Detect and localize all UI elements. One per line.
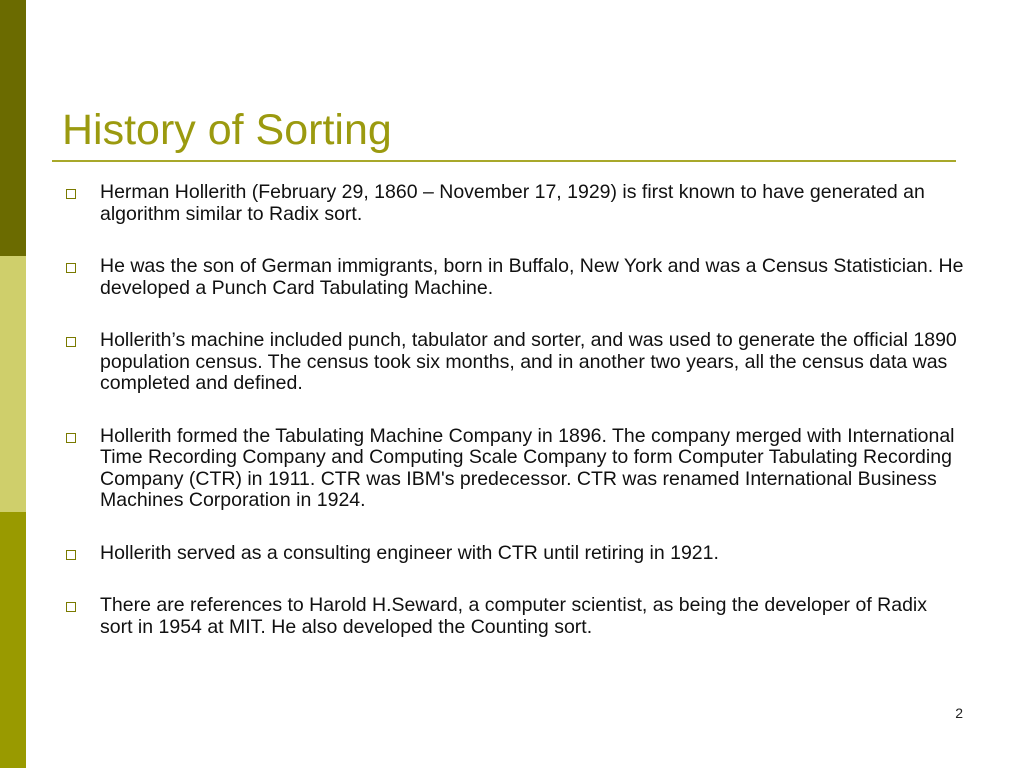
side-bar-bottom-segment bbox=[0, 512, 26, 768]
page-number: 2 bbox=[955, 705, 963, 721]
bullet-text: There are references to Harold H.Seward, a computer scientist, as being the developer of Radix sort in 1954 at MIT. He also developed the Counting sort. bbox=[100, 594, 928, 638]
bullet-text: Hollerith’s machine included punch, tabulator and sorter, and was used to generate the official 1890 population census. The census took six months, and in another two years, all the census data was completed and defined. bbox=[100, 329, 957, 394]
side-bar-top-segment bbox=[0, 0, 26, 256]
square-bullet-icon bbox=[66, 189, 76, 199]
bullet-text: Hollerith served as a consulting engineer with CTR until retiring in 1921. bbox=[100, 541, 719, 564]
bullet-item bbox=[64, 595, 964, 638]
bullet-item bbox=[64, 256, 964, 299]
square-bullet-icon bbox=[66, 433, 76, 443]
bullet-text: Herman Hollerith (February 29, 1860 – November 17, 1929) is first known to have generated an algorithm similar to Radix sort. bbox=[100, 181, 925, 225]
bullet-item bbox=[64, 426, 964, 512]
bullet-item bbox=[64, 330, 964, 395]
side-bar bbox=[0, 0, 26, 768]
slide-title: History of Sorting bbox=[62, 106, 392, 154]
bullet-item bbox=[64, 543, 964, 565]
square-bullet-icon bbox=[66, 602, 76, 612]
square-bullet-icon bbox=[66, 337, 76, 347]
square-bullet-icon bbox=[66, 550, 76, 560]
bullet-item bbox=[64, 182, 964, 225]
square-bullet-icon bbox=[66, 263, 76, 273]
bullet-list bbox=[64, 182, 964, 669]
side-bar-middle-segment bbox=[0, 256, 26, 512]
title-divider bbox=[52, 160, 956, 162]
bullet-text: Hollerith formed the Tabulating Machine Company in 1896. The company merged with International Time Recording Company and Computing Scale Company to form Computer Tabulating Recording Company (CTR) in 1911. CTR was IBM's predecessor. CTR was renamed International Business Machines Corporation in 1924. bbox=[100, 424, 955, 511]
bullet-text: He was the son of German immigrants, born in Buffalo, New York and was a Census Statistician. He developed a Punch Card Tabulating Machine. bbox=[100, 255, 964, 299]
